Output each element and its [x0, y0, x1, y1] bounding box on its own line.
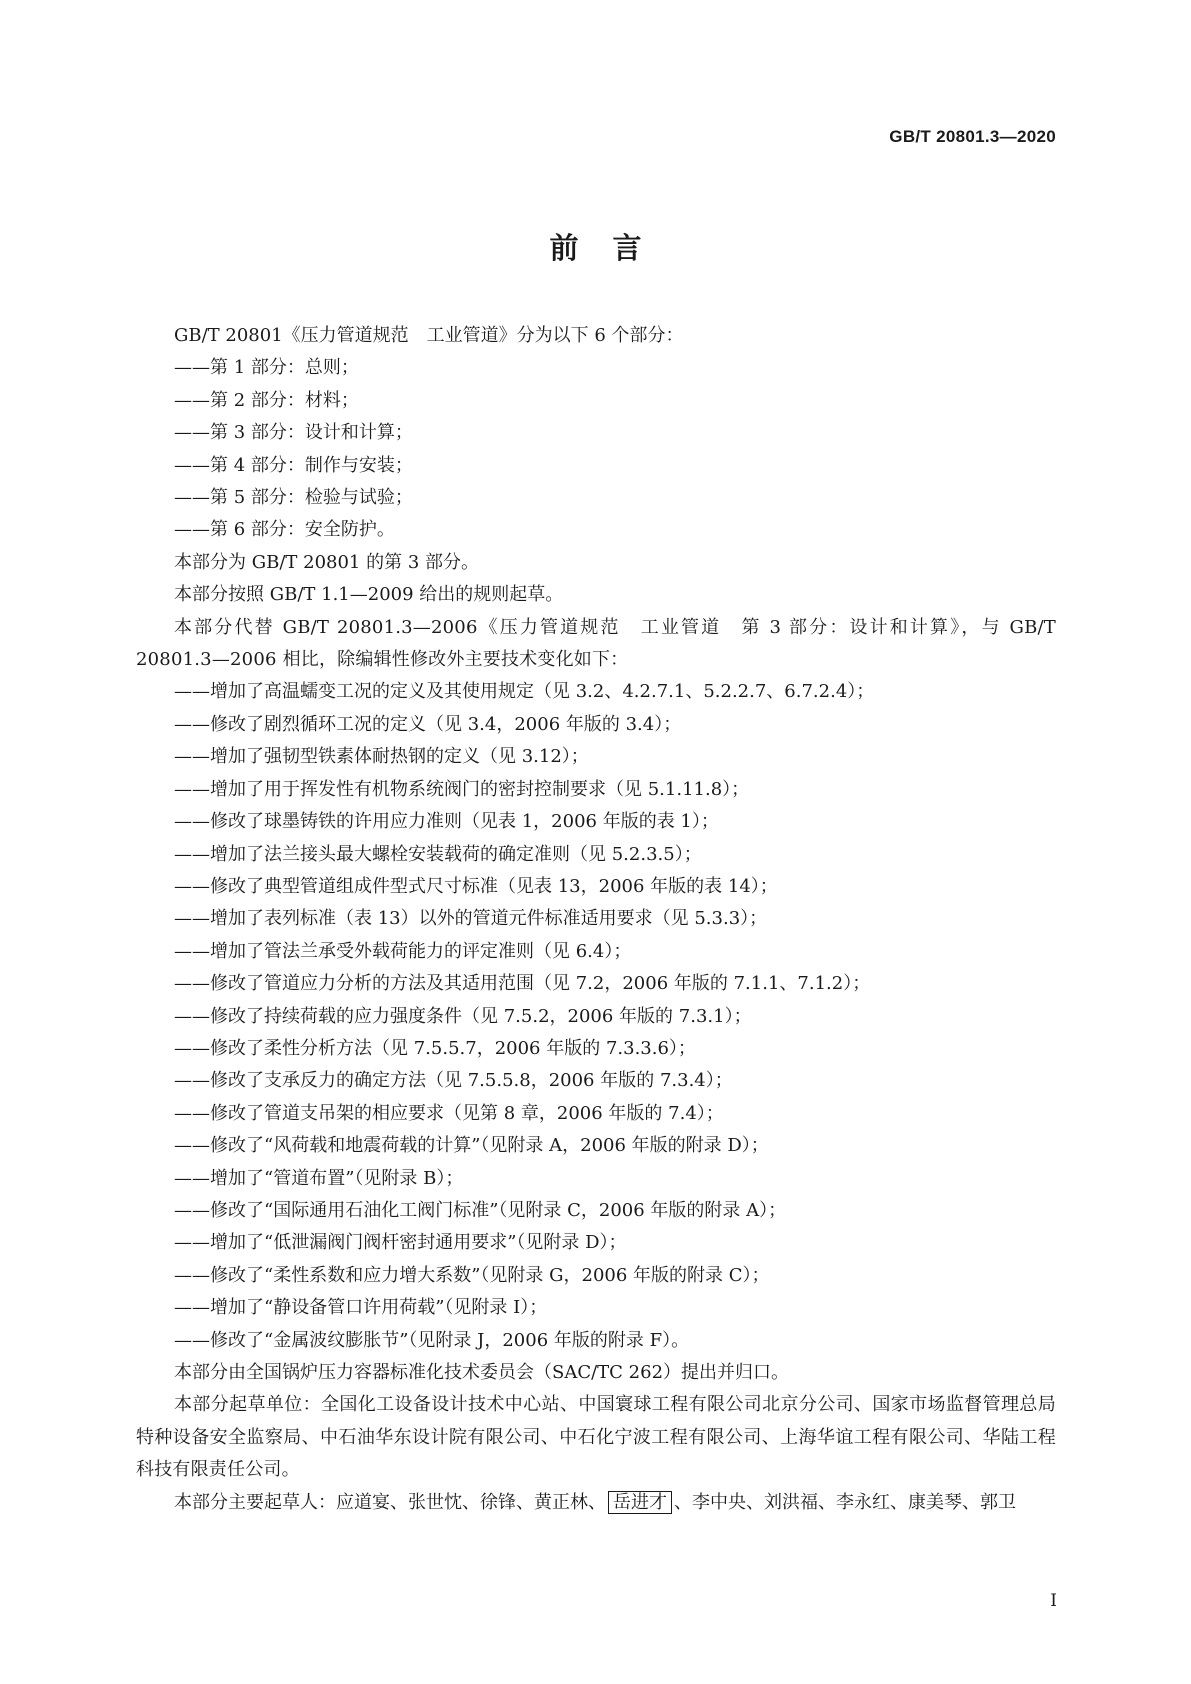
part-list-item: ——第 3 部分：设计和计算；: [174, 422, 413, 444]
change-item: ——修改了持续荷载的应力强度条件（见 7.5.2，2006 年版的 7.3.1）；: [174, 1005, 752, 1027]
drafters-lead-text: 本部分主要起草人：应道宴、张世忱、徐锋、黄正林、: [174, 1491, 606, 1513]
standard-code: GB/T 20801.3—2020: [889, 127, 1056, 146]
change-item: ——增加了用于挥发性有机物系统阀门的密封控制要求（见 5.1.11.8）；: [174, 778, 750, 800]
change-item: ——修改了“柔性系数和应力增大系数”（见附录 G，2006 年版的附录 C）；: [174, 1264, 770, 1286]
part-list-item: ——第 6 部分：安全防护。: [174, 519, 395, 541]
change-item: ——修改了“国际通用石油化工阀门标准”（见附录 C，2006 年版的附录 A）；: [174, 1199, 787, 1221]
foreword-body: [136, 320, 1056, 1519]
part-list-item: ——第 5 部分：检验与试验；: [174, 487, 413, 509]
change-item: ——修改了支承反力的确定方法（见 7.5.5.8，2006 年版的 7.3.4）；: [174, 1070, 733, 1092]
drafters-trailing-text: 、李中央、刘洪福、李永红、康美琴、郭卫: [674, 1491, 1016, 1513]
change-item: ——修改了“风荷载和地震荷载的计算”（见附录 A，2006 年版的附录 D）；: [174, 1135, 769, 1157]
change-item: ——增加了管法兰承受外载荷能力的评定准则（见 6.4）；: [174, 940, 632, 962]
intro-paragraph: GB/T 20801《压力管道规范 工业管道》分为以下 6 个部分：: [174, 325, 684, 346]
part-statement: 本部分为 GB/T 20801 的第 3 部分。: [174, 551, 479, 573]
change-item: ——增加了法兰接头最大螺栓安装载荷的确定准则（见 5.2.3.5）；: [174, 843, 702, 865]
boxed-drafter-name: 岳进才: [608, 1491, 672, 1514]
change-item: ——增加了“管道布置”（见附录 B）；: [174, 1167, 464, 1189]
change-item: ——修改了剧烈循环工况的定义（见 3.4，2006 年版的 3.4）；: [174, 713, 682, 735]
part-list-item: ——第 2 部分：材料；: [174, 389, 359, 411]
change-item: ——增加了“静设备管口许用荷载”（见附录 I）；: [174, 1297, 548, 1319]
drafting-units-statement: 本部分起草单位：全国化工设备设计技术中心站、中国寰球工程有限公司北京分公司、国家市场监督管理总局特种设备安全监察局、中石油华东设计院有限公司、中石化宁波工程有限公司、上海华谊工程有限公司、华陆工程科技有限责任公司。: [136, 1394, 1056, 1481]
change-item: ——增加了表列标准（表 13）以外的管道元件标准适用要求（见 5.3.3）；: [174, 908, 768, 930]
drafters-statement: [136, 1487, 1056, 1519]
change-item: ——增加了“低泄漏阀门阀杆密封通用要求”（见附录 D）；: [174, 1232, 627, 1254]
change-item: ——修改了球墨铸铁的许用应力准则（见表 1，2006 年版的表 1）；: [174, 811, 719, 833]
change-item: ——修改了管道应力分析的方法及其适用范围（见 7.2，2006 年版的 7.1.1、7.1.2）；: [174, 973, 871, 995]
change-item: ——修改了管道支吊架的相应要求（见第 8 章，2006 年版的 7.4）；: [174, 1102, 724, 1124]
page-number: I: [1050, 1591, 1057, 1611]
change-item: ——修改了“金属波纹膨胀节”（见附录 J，2006 年版的附录 F）。: [174, 1329, 690, 1351]
change-item: ——修改了典型管道组成件型式尺寸标准（见表 13，2006 年版的表 14）；: [174, 875, 778, 897]
replacement-statement: 本部分代替 GB/T 20801.3—2006《压力管道规范 工业管道 第 3 部分：设计和计算》，与 GB/T 20801.3—2006 相比，除编辑性修改外主要技术变化如下：: [136, 616, 1056, 671]
change-item: ——修改了柔性分析方法（见 7.5.5.7，2006 年版的 7.3.3.6）；: [174, 1037, 696, 1059]
change-item: ——增加了强韧型铁素体耐热钢的定义（见 3.12）；: [174, 746, 589, 768]
part-list-item: ——第 4 部分：制作与安装；: [174, 454, 413, 476]
change-item: ——增加了高温蠕变工况的定义及其使用规定（见 3.2、4.2.7.1、5.2.2.7、6.7.2.4）；: [174, 681, 875, 703]
proposing-committee-statement: 本部分由全国锅炉压力容器标准化技术委员会（SAC/TC 262）提出并归口。: [174, 1362, 790, 1383]
page-title: 前言: [549, 231, 676, 265]
part-list-item: ——第 1 部分：总则；: [174, 357, 359, 379]
drafting-rules-statement: 本部分按照 GB/T 1.1—2009 给出的规则起草。: [174, 584, 564, 606]
